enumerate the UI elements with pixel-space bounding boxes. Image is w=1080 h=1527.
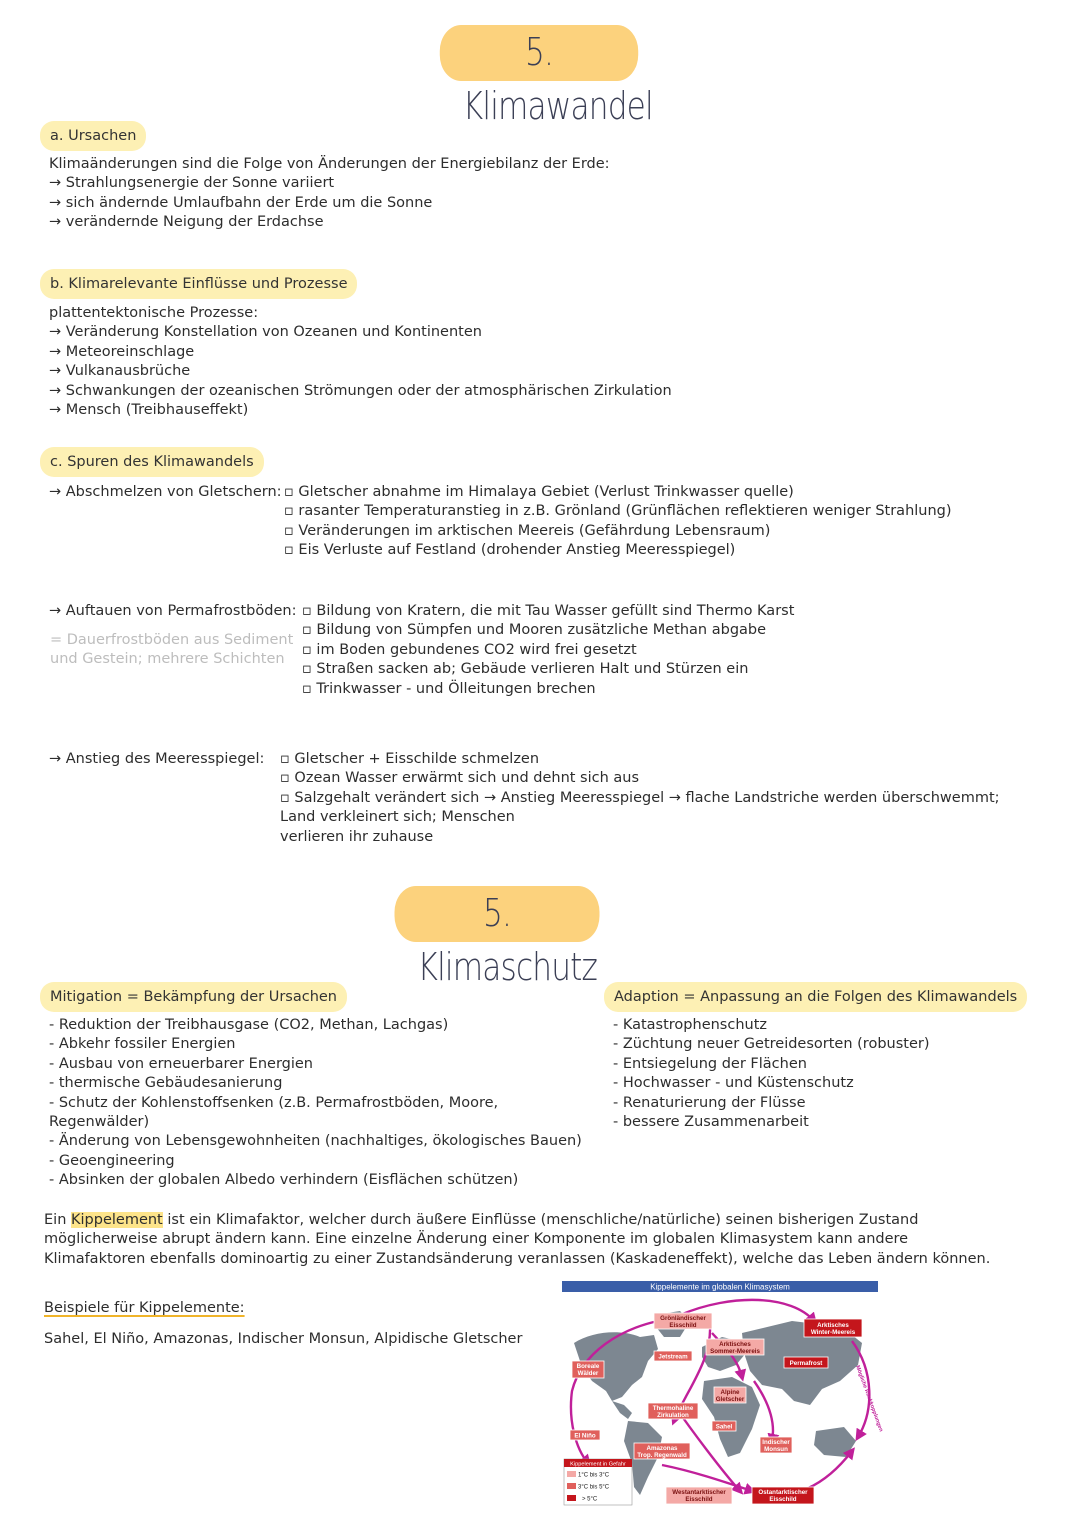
beispiele-text: Sahel, El Niño, Amazonas, Indischer Monsun, Alpidische Gletscher (44, 1331, 523, 1347)
list-item: - Züchtung neuer Getreidesorten (robuster) (613, 1036, 930, 1053)
list-item: → verändernde Neigung der Erdachse (49, 214, 324, 231)
list-item: - Änderung von Lebensgewohnheiten (nachhaltiges, ökologisches Bauen) (49, 1133, 582, 1150)
list-item: - Katastrophenschutz (613, 1017, 768, 1033)
meeresspiegel-list (280, 750, 1000, 847)
label-indischer-2: Monsun (764, 1446, 788, 1453)
list-item: - Geoengineering (49, 1152, 175, 1169)
list-item: ▫ Bildung von Kratern, die mit Tau Wasser gefüllt sind Thermo Karst (302, 603, 795, 619)
label-amazonas-2: Trop. Regenwald (637, 1452, 687, 1459)
list-item: ▫ im Boden gebundenes CO2 wird frei gesetzt (302, 641, 637, 658)
label-arktisch-winter-2: Winter-Meereis (810, 1329, 856, 1336)
legend-swatch-mid (567, 1483, 576, 1489)
ursachen-intro: Klimaänderungen sind die Folge von Änderungen der Energiebilanz der Erde: (49, 156, 610, 172)
map-title: Kippelemente im globalen Klimasystem (650, 1282, 790, 1292)
label-el-nino: El Niño (574, 1432, 596, 1440)
list-item: - Reduktion der Treibhausgase (CO2, Methan, Lachgas) (49, 1017, 449, 1033)
list-item: ▫ Bildung von Sümpfen und Mooren zusätzliche Methan abgabe (302, 622, 767, 639)
list-item: → Vulkanausbrüche (49, 363, 191, 380)
list-item: ▫ Ozean Wasser erwärmt sich und dehnt sich aus (280, 770, 640, 787)
list-item: - Entsiegelung der Flächen (613, 1055, 807, 1072)
legend-item-3: > 5°C (582, 1496, 598, 1503)
list-item: - Abkehr fossiler Energien (49, 1036, 236, 1053)
list-item: → Mensch (Treibhauseffekt) (49, 402, 249, 419)
list-item: → Schwankungen der ozeanischen Strömungen oder der atmosphärischen Zirkulation (49, 382, 672, 399)
label-thermohaline-2: Zirkulation (657, 1412, 689, 1419)
list-item: ▫ Salzgehalt verändert sich → Anstieg Meeresspiegel → flache Landstriche werden überschwemmt; (280, 789, 1000, 806)
list-item: ▫ Straßen sacken ab; Gebäude verlieren Halt und Stürzen ein (302, 661, 749, 678)
adaption-list (613, 1016, 930, 1132)
mitigation-list (49, 1016, 582, 1191)
kippelement-term: Kippelement (71, 1212, 163, 1228)
label-arktisch-sommer-2: Sommer-Meereis (710, 1348, 760, 1355)
heading-mitigation: Mitigation = Bekämpfung der Ursachen (40, 982, 347, 1012)
legend-swatch-light (567, 1471, 576, 1477)
legend-item-1: 1°C bis 3°C (578, 1472, 610, 1479)
list-item: - Ausbau von erneuerbarer Energien (49, 1055, 314, 1072)
note-line: = Dauerfrostböden aus Sediment (50, 632, 294, 648)
label-westantarktis-1: Westantarktischer (672, 1489, 726, 1496)
permafrost-note (50, 631, 293, 670)
label-groenland-2: Eisschild (669, 1322, 697, 1329)
label-westantarktis-2: Eisschild (685, 1496, 713, 1503)
text: Ein (44, 1212, 71, 1228)
label-permafrost: Permafrost (789, 1360, 823, 1367)
list-item: Regenwälder) (49, 1114, 150, 1131)
list-item: → Meteoreinschlage (49, 343, 195, 360)
list-item: - Renaturierung der Flüsse (613, 1094, 806, 1111)
list-item: ▫ Eis Verluste auf Festland (drohender Anstieg Meeresspiegel) (284, 542, 736, 559)
label-amazonas-1: Amazonas (646, 1445, 678, 1452)
label-boreale-1: Boreale (576, 1363, 600, 1370)
heading-ursachen: a. Ursachen (40, 121, 146, 151)
list-item: - thermische Gebäudesanierung (49, 1075, 283, 1092)
label-boreale-2: Wälder (577, 1370, 599, 1377)
meeresspiegel-label: → Anstieg des Meeresspiegel: (49, 751, 265, 767)
ursachen-list (49, 155, 610, 233)
einfluesse-list (49, 304, 672, 420)
list-item: ▫ Gletscher + Eisschilde schmelzen (280, 751, 540, 767)
legend-swatch-dark (567, 1495, 576, 1501)
permafrost-list (302, 602, 794, 699)
label-alpine-1: Alpine (720, 1389, 740, 1396)
title-klimaschutz: 5. Klimaschutz (395, 886, 600, 942)
list-item: ▫ Trinkwasser - und Ölleitungen brechen (302, 680, 596, 697)
legend-title: Kippelement in Gefahr (570, 1461, 626, 1468)
heading-adaption: Adaption = Anpassung an die Folgen des Klimawandels (604, 982, 1027, 1012)
list-item: → sich ändernde Umlaufbahn der Erde um die Sonne (49, 194, 433, 211)
gletscher-label: → Abschmelzen von Gletschern: (49, 484, 282, 500)
kippelement-line-1 (44, 1211, 990, 1230)
kippelemente-map (562, 1281, 884, 1509)
heading-einfluesse: b. Klimarelevante Einflüsse und Prozesse (40, 269, 357, 299)
title-klimawandel: 5. Klimawandel (440, 25, 638, 81)
kippelement-paragraph (44, 1211, 990, 1269)
kippelement-line-2: möglicherweise abrupt ändern kann. Eine einzelne Änderung einer Komponente im globalen Klimasystem kann andere (44, 1231, 909, 1248)
label-arktisch-sommer-1: Arktisches (719, 1341, 751, 1348)
list-item: Land verkleinert sich; Menschen (280, 809, 515, 826)
label-arktisch-winter-1: Arktisches (817, 1322, 849, 1329)
permafrost-label: → Auftauen von Permafrostböden: (49, 603, 297, 619)
list-item: verlieren ihr zuhause (280, 828, 434, 845)
list-item: ▫ rasanter Temperaturanstieg in z.B. Grönland (Grünflächen reflektieren weniger Strahlung) (284, 503, 952, 520)
text: ist ein Klimafaktor, welcher durch äußere Einflüsse (menschliche/natürliche) seinen bisherigen Zustand (162, 1212, 919, 1228)
map-legend (564, 1459, 632, 1505)
label-rueckkopplung: Mögliche Rückkopplungen (854, 1364, 884, 1433)
label-ostantarktis-2: Eisschild (769, 1496, 797, 1503)
central-america-shape (612, 1401, 632, 1419)
label-sahel: Sahel (715, 1423, 733, 1431)
label-jetstream: Jetstream (658, 1353, 688, 1361)
beispiele-heading: Beispiele für Kippelemente: (44, 1300, 245, 1316)
label-thermohaline-1: Thermohaline (652, 1405, 694, 1412)
list-item: - Hochwasser - und Küstenschutz (613, 1075, 854, 1092)
gletscher-list (284, 483, 952, 561)
legend-item-2: 3°C bis 5°C (578, 1484, 610, 1491)
list-item: - Absinken der globalen Albedo verhindern (Eisflächen schützen) (49, 1172, 519, 1189)
list-item: ▫ Veränderungen im arktischen Meereis (Gefährdung Lebensraum) (284, 522, 771, 539)
list-item: ▫ Gletscher abnahme im Himalaya Gebiet (Verlust Trinkwasser quelle) (284, 484, 794, 500)
note-line: und Gestein; mehrere Schichten (50, 651, 285, 668)
heading-spuren: c. Spuren des Klimawandels (40, 447, 264, 477)
einfluesse-intro: plattentektonische Prozesse: (49, 305, 259, 321)
label-ostantarktis-1: Ostantarktischer (758, 1489, 808, 1496)
list-item: → Veränderung Konstellation von Ozeanen und Kontinenten (49, 324, 482, 341)
label-groenland-1: Grönländischer (660, 1315, 706, 1322)
label-alpine-2: Gletscher (715, 1396, 745, 1403)
label-indischer-1: Indischer (762, 1439, 790, 1446)
kippelement-line-3: Klimafaktoren ebenfalls dominoartig zu einer Zustandsänderung veranlassen (Kaskadeneffekt), welche das Leben ändern können. (44, 1250, 991, 1267)
list-item: - Schutz der Kohlenstoffsenken (z.B. Permafrostböden, Moore, (49, 1094, 499, 1111)
list-item: → Strahlungsenergie der Sonne variiert (49, 175, 335, 192)
list-item: - bessere Zusammenarbeit (613, 1114, 809, 1131)
